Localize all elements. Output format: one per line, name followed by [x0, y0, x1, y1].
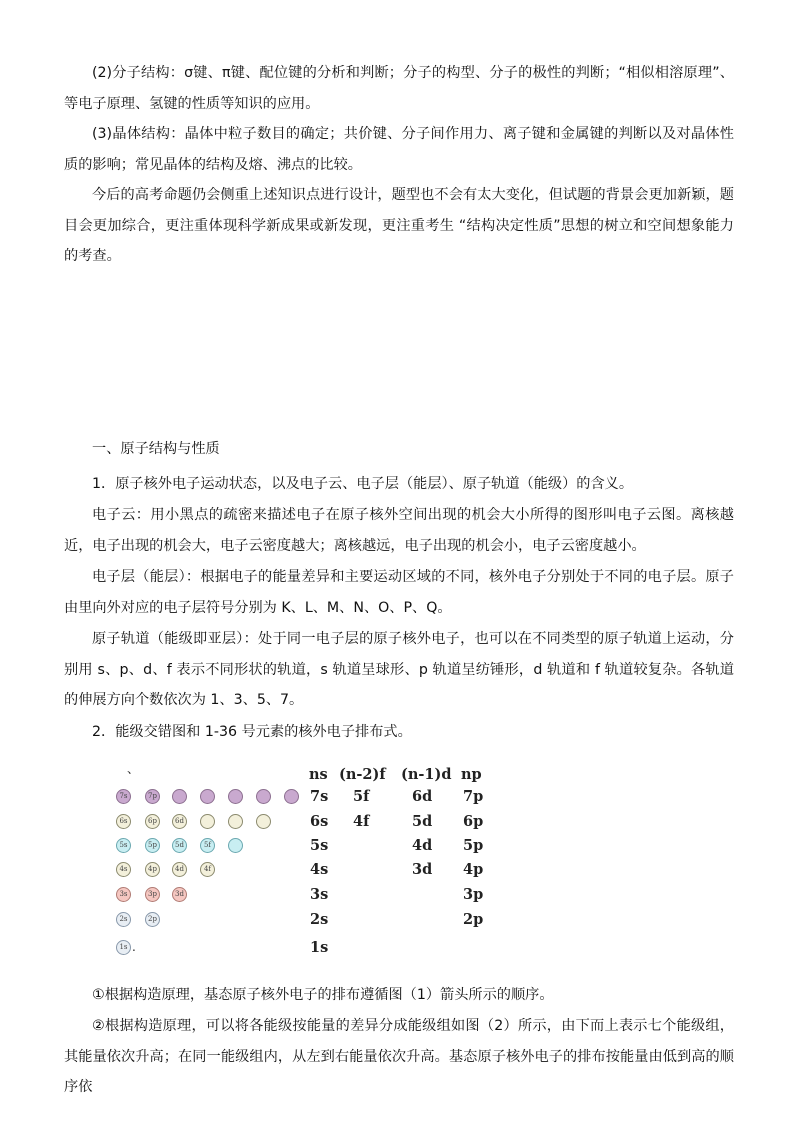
label-ns: 6s: [310, 813, 329, 830]
orbital-circle: 3d: [172, 887, 187, 902]
paragraph-exam-outlook: 今后的高考命题仍会侧重上述知识点进行设计，题型也不会有太大变化，但试题的背景会更加新颖，题目会更加综合，更注重体现科学新成果或新发现，更注重考生 “结构决定性质”思想的树立和空间想象能力的考查。: [64, 187, 734, 264]
paragraph-note-2: ②根据构造原理，可以将各能级按能量的差异分成能级组如图（2）所示，由下而上表示七个能级组，其能量依次升高；在同一能级组内，从左到右能量依次升高。基态原子核外电子的排布按能量由低到高的顺序依: [64, 1018, 734, 1095]
header-n2f: (n-2)f: [339, 766, 386, 783]
orbital-circle: 4s: [116, 862, 131, 877]
orbital-circle: [200, 814, 215, 829]
orbital-circle: 2p: [145, 912, 160, 927]
label-np: 5p: [463, 837, 484, 854]
label-d: 6d: [412, 788, 433, 805]
orbital-circle: 7p: [145, 789, 160, 804]
paragraph-molecular-structure: (2)分子结构：σ键、π键、配位键的分析和判断；分子的构型、分子的极性的判断；“相似相溶原理”、等电子原理、氢键的性质等知识的应用。: [64, 65, 734, 112]
label-np: 7p: [463, 788, 484, 805]
label-ns: 5s: [310, 837, 329, 854]
header-ns: ns: [309, 766, 328, 783]
paragraph-item-2: 2．能级交错图和 1-36 号元素的核外电子排布式。: [92, 724, 412, 740]
orbital-circle: 6s: [116, 814, 131, 829]
label-ns: 1s: [310, 939, 329, 956]
orbital-circle: 1s: [116, 940, 131, 955]
orbital-circle: 4f: [200, 862, 215, 877]
circle-dot: .: [132, 940, 136, 954]
label-ns: 2s: [310, 911, 329, 928]
paragraph-crystal-structure: (3)晶体结构：晶体中粒子数目的确定；共价键、分子间作用力、离子键和金属键的判断以及对晶体性质的影响；常见晶体的结构及熔、沸点的比较。: [64, 126, 734, 173]
label-d: 5d: [412, 813, 433, 830]
orbital-circle: 4d: [172, 862, 187, 877]
label-ns: 3s: [310, 886, 329, 903]
header-np: np: [461, 766, 482, 783]
orbital-circle: 5p: [145, 838, 160, 853]
label-np: 3p: [463, 886, 484, 903]
label-d: 3d: [412, 861, 433, 878]
orbital-circle: [200, 789, 215, 804]
paragraph-electron-shell: 电子层（能层）：根据电子的能量差异和主要运动区域的不同，核外电子分别处于不同的电子层。原子由里向外对应的电子层符号分别为 K、L、M、N、O、P、Q。: [64, 569, 734, 616]
orbital-circle: 4p: [145, 862, 160, 877]
orbital-circle: 2s: [116, 912, 131, 927]
arrow-mark: 、: [127, 762, 140, 776]
orbital-circle: [228, 789, 243, 804]
label-np: 2p: [463, 911, 484, 928]
orbital-circle: [228, 838, 243, 853]
orbital-circle: [228, 814, 243, 829]
header-n1d: (n-1)d: [401, 766, 452, 783]
label-ns: 7s: [310, 788, 329, 805]
paragraph-orbital: 原子轨道（能级即亚层）：处于同一电子层的原子核外电子，也可以在不同类型的原子轨道上运动，分别用 s、p、d、f 表示不同形状的轨道，s 轨道呈球形、p 轨道呈纺锤形，d 轨道和 f 轨道较复杂。各轨道的伸展方向个数依次为 1、3、5、7。: [64, 631, 734, 708]
orbital-circle: 5f: [200, 838, 215, 853]
orbital-circle: 6p: [145, 814, 160, 829]
paragraph-item-1: 1．原子核外电子运动状态，以及电子云、电子层（能层）、原子轨道（能级）的含义。: [92, 476, 634, 492]
orbital-circle: [172, 789, 187, 804]
label-f: 5f: [353, 788, 370, 805]
orbital-circle: 5s: [116, 838, 131, 853]
orbital-circle: [284, 789, 299, 804]
orbital-circle: [256, 814, 271, 829]
energy-level-diagram: [110, 764, 510, 964]
orbital-circle: 3s: [116, 887, 131, 902]
paragraph-note-1: ①根据构造原理，基态原子核外电子的排布遵循图（1）箭头所示的顺序。: [92, 987, 554, 1003]
label-f: 4f: [353, 813, 370, 830]
orbital-circle: [256, 789, 271, 804]
label-np: 4p: [463, 861, 484, 878]
label-ns: 4s: [310, 861, 329, 878]
orbital-circle: 5d: [172, 838, 187, 853]
orbital-circle: 3p: [145, 887, 160, 902]
orbital-circle: 6d: [172, 814, 187, 829]
orbital-circle: 7s: [116, 789, 131, 804]
label-np: 6p: [463, 813, 484, 830]
paragraph-electron-cloud: 电子云：用小黑点的疏密来描述电子在原子核外空间出现的机会大小所得的图形叫电子云图。离核越近，电子出现的机会大，电子云密度越大；离核越远，电子出现的机会小，电子云密度越小。: [64, 507, 734, 554]
label-d: 4d: [412, 837, 433, 854]
section-heading-atomic-structure: 一、原子结构与性质: [92, 441, 220, 457]
